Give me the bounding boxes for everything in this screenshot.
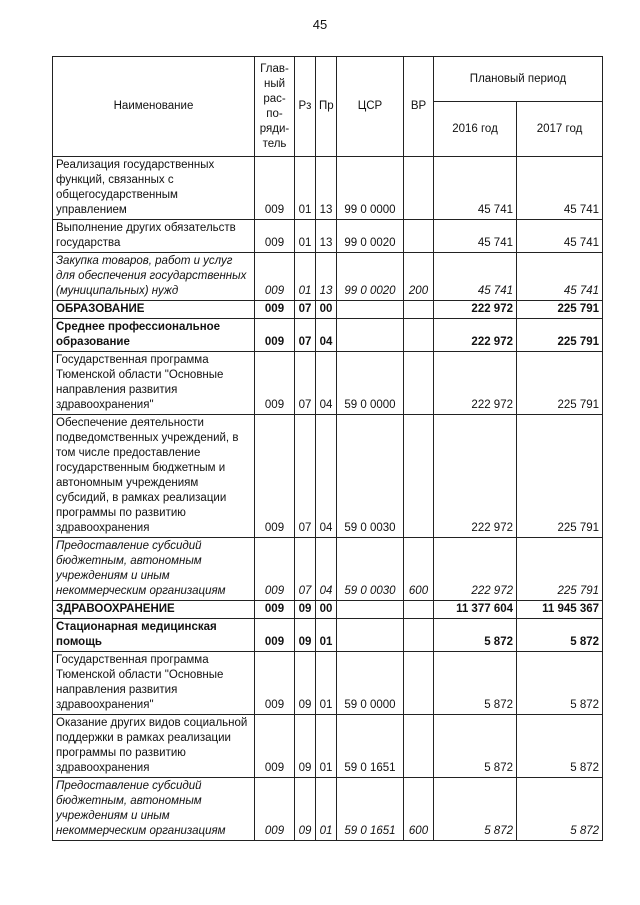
- header-vr: ВР: [404, 57, 434, 157]
- cell-vr: [404, 352, 434, 415]
- cell-name: Предоставление субсидий бюджетным, автономным учреждениям и иным некоммерческим организациям: [53, 778, 255, 841]
- cell-2016: 5 872: [434, 778, 517, 841]
- cell-manager: 009: [255, 619, 295, 652]
- table-row: [53, 778, 603, 841]
- cell-pr: 04: [316, 319, 337, 352]
- cell-rz: 09: [295, 778, 316, 841]
- table-row: [53, 352, 603, 415]
- table-row: [53, 157, 603, 220]
- cell-vr: [404, 601, 434, 619]
- cell-name: Среднее профессиональное образование: [53, 319, 255, 352]
- table-row: [53, 538, 603, 601]
- cell-2016: 222 972: [434, 319, 517, 352]
- cell-vr: 600: [404, 538, 434, 601]
- cell-2017: 45 741: [517, 220, 603, 253]
- cell-2017: 5 872: [517, 652, 603, 715]
- cell-manager: 009: [255, 352, 295, 415]
- cell-rz: 09: [295, 715, 316, 778]
- cell-manager: 009: [255, 715, 295, 778]
- cell-2016: 45 741: [434, 220, 517, 253]
- cell-csr: 59 0 0030: [337, 415, 404, 538]
- cell-csr: 59 0 1651: [337, 778, 404, 841]
- cell-pr: 13: [316, 253, 337, 301]
- cell-pr: 04: [316, 352, 337, 415]
- cell-name: Предоставление субсидий бюджетным, автономным учреждениям и иным некоммерческим организациям: [53, 538, 255, 601]
- table-header: [53, 57, 603, 157]
- cell-2016: 11 377 604: [434, 601, 517, 619]
- cell-vr: [404, 301, 434, 319]
- cell-rz: 09: [295, 619, 316, 652]
- cell-pr: 04: [316, 415, 337, 538]
- cell-name: Оказание других видов социальной поддержки в рамках реализации программы по развитию здравоохранения: [53, 715, 255, 778]
- cell-csr: [337, 319, 404, 352]
- table-row: [53, 715, 603, 778]
- cell-manager: 009: [255, 319, 295, 352]
- cell-name: Обеспечение деятельности подведомственных учреждений, в том числе предоставление государственным бюджетным и автономным учреждениям субсидий, в рамках реализации программы по развитию здравоохранения: [53, 415, 255, 538]
- table-row: [53, 301, 603, 319]
- cell-manager: 009: [255, 157, 295, 220]
- cell-rz: 07: [295, 352, 316, 415]
- cell-rz: 07: [295, 301, 316, 319]
- header-name: Наименование: [53, 57, 255, 157]
- cell-2016: 45 741: [434, 253, 517, 301]
- cell-2016: 222 972: [434, 301, 517, 319]
- cell-name: Государственная программа Тюменской области "Основные направления развития здравоохранения": [53, 652, 255, 715]
- cell-2016: 5 872: [434, 619, 517, 652]
- table-row: [53, 319, 603, 352]
- cell-pr: 01: [316, 619, 337, 652]
- cell-csr: 59 0 0000: [337, 352, 404, 415]
- cell-pr: 00: [316, 601, 337, 619]
- cell-manager: 009: [255, 220, 295, 253]
- cell-2016: 5 872: [434, 715, 517, 778]
- cell-rz: 01: [295, 253, 316, 301]
- cell-rz: 09: [295, 601, 316, 619]
- cell-csr: [337, 601, 404, 619]
- table-row: [53, 601, 603, 619]
- cell-pr: 01: [316, 778, 337, 841]
- cell-vr: [404, 715, 434, 778]
- cell-name: Государственная программа Тюменской области "Основные направления развития здравоохранения": [53, 352, 255, 415]
- cell-name: Выполнение других обязательств государства: [53, 220, 255, 253]
- cell-manager: 009: [255, 415, 295, 538]
- table-row: [53, 415, 603, 538]
- cell-name: Стационарная медицинская помощь: [53, 619, 255, 652]
- cell-csr: [337, 619, 404, 652]
- cell-2017: 225 791: [517, 319, 603, 352]
- page-number: 45: [312, 17, 328, 32]
- cell-2017: 5 872: [517, 619, 603, 652]
- cell-2017: 45 741: [517, 157, 603, 220]
- cell-2016: 5 872: [434, 652, 517, 715]
- cell-rz: 01: [295, 157, 316, 220]
- cell-csr: [337, 301, 404, 319]
- header-year-2017: 2017 год: [517, 102, 603, 157]
- cell-name: Закупка товаров, работ и услуг для обеспечения государственных (муниципальных) нужд: [53, 253, 255, 301]
- cell-pr: 00: [316, 301, 337, 319]
- cell-pr: 01: [316, 715, 337, 778]
- cell-rz: 09: [295, 652, 316, 715]
- table-row: [53, 220, 603, 253]
- table-row: [53, 619, 603, 652]
- cell-2017: 225 791: [517, 415, 603, 538]
- cell-2016: 222 972: [434, 538, 517, 601]
- cell-rz: 01: [295, 220, 316, 253]
- cell-vr: 200: [404, 253, 434, 301]
- cell-csr: 59 0 0000: [337, 652, 404, 715]
- cell-rz: 07: [295, 319, 316, 352]
- table-row: [53, 253, 603, 301]
- cell-manager: 009: [255, 301, 295, 319]
- header-planned-period: Плановый период: [434, 57, 603, 102]
- cell-manager: 009: [255, 601, 295, 619]
- table-body: [53, 157, 603, 841]
- cell-2017: 225 791: [517, 352, 603, 415]
- cell-rz: 07: [295, 538, 316, 601]
- cell-csr: 59 0 1651: [337, 715, 404, 778]
- table-row: [53, 652, 603, 715]
- cell-csr: 99 0 0020: [337, 220, 404, 253]
- cell-vr: 600: [404, 778, 434, 841]
- cell-name: ОБРАЗОВАНИЕ: [53, 301, 255, 319]
- cell-2017: 45 741: [517, 253, 603, 301]
- cell-pr: 13: [316, 157, 337, 220]
- cell-vr: [404, 652, 434, 715]
- cell-csr: 99 0 0000: [337, 157, 404, 220]
- cell-pr: 13: [316, 220, 337, 253]
- header-pr: Пр: [316, 57, 337, 157]
- cell-vr: [404, 157, 434, 220]
- cell-pr: 04: [316, 538, 337, 601]
- cell-vr: [404, 415, 434, 538]
- cell-2017: 225 791: [517, 538, 603, 601]
- cell-manager: 009: [255, 778, 295, 841]
- cell-2016: 45 741: [434, 157, 517, 220]
- header-csr: ЦСР: [337, 57, 404, 157]
- cell-manager: 009: [255, 538, 295, 601]
- header-manager: Глав-ный рас-по-ряди-тель: [255, 57, 295, 157]
- cell-manager: 009: [255, 253, 295, 301]
- cell-2017: 11 945 367: [517, 601, 603, 619]
- cell-2016: 222 972: [434, 415, 517, 538]
- cell-2017: 5 872: [517, 778, 603, 841]
- header-rz: Рз: [295, 57, 316, 157]
- cell-2016: 222 972: [434, 352, 517, 415]
- cell-rz: 07: [295, 415, 316, 538]
- cell-csr: 59 0 0030: [337, 538, 404, 601]
- header-year-2016: 2016 год: [434, 102, 517, 157]
- cell-vr: [404, 619, 434, 652]
- cell-csr: 99 0 0020: [337, 253, 404, 301]
- cell-vr: [404, 319, 434, 352]
- cell-manager: 009: [255, 652, 295, 715]
- cell-name: ЗДРАВООХРАНЕНИЕ: [53, 601, 255, 619]
- cell-2017: 5 872: [517, 715, 603, 778]
- cell-pr: 01: [316, 652, 337, 715]
- cell-name: Реализация государственных функций, связанных с общегосударственным управлением: [53, 157, 255, 220]
- cell-2017: 225 791: [517, 301, 603, 319]
- cell-vr: [404, 220, 434, 253]
- budget-table: [52, 56, 603, 841]
